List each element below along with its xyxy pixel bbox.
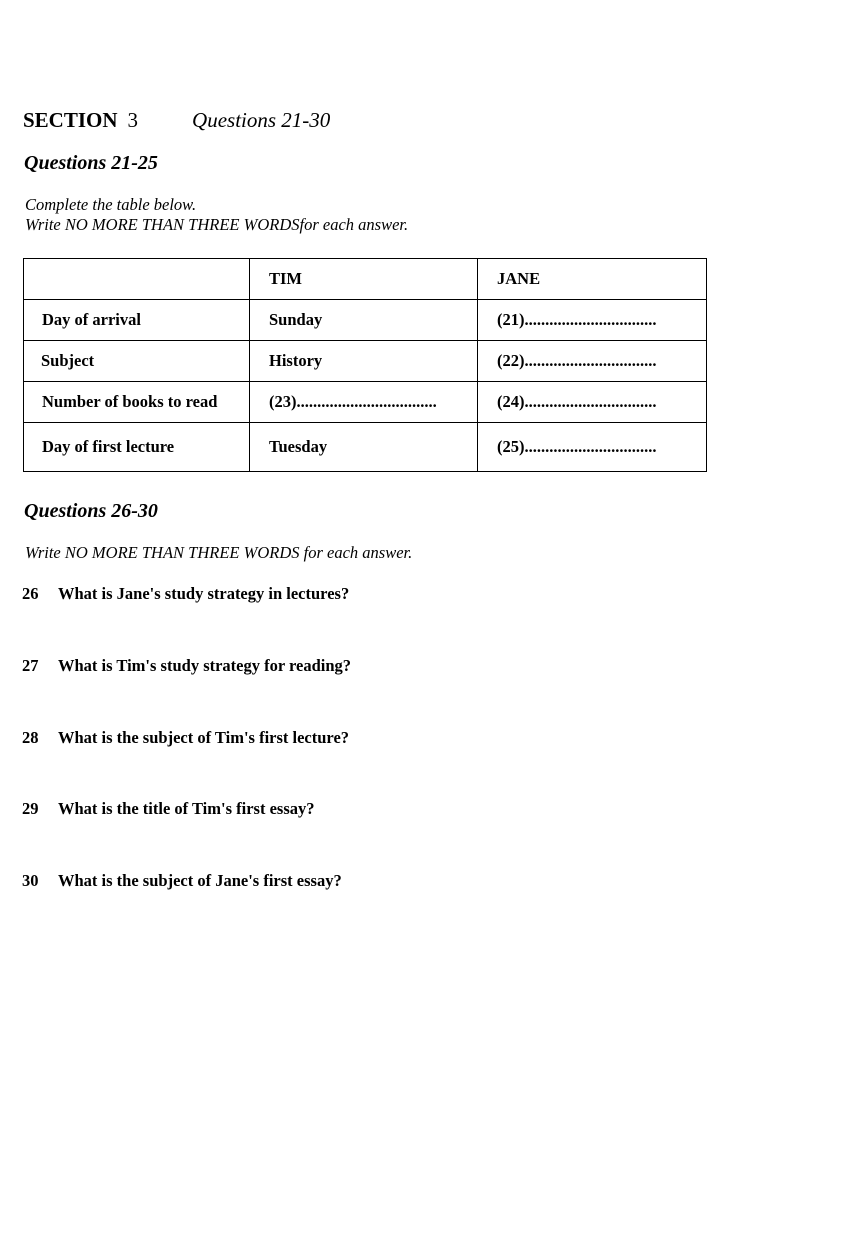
question-text: What is the title of Tim's first essay? [58,799,315,818]
instruction-text: for each answer. [299,543,413,562]
tim-value: Tuesday [250,423,478,472]
question-text: What is Jane's study strategy in lectures? [58,584,350,603]
question-text: What is the subject of Jane's first essay? [58,871,342,890]
table-header-row [24,259,707,300]
question-item [22,584,349,604]
jane-answer-blank[interactable]: (22)................................ [478,341,707,382]
part1-heading: Questions 21-25 [24,152,158,174]
question-item [22,656,351,676]
row-label: Subject [24,341,250,382]
question-number: 28 [22,728,39,747]
table-row [24,341,707,382]
question-text: What is Tim's study strategy for reading? [58,656,352,675]
row-label: Number of books to read [24,382,250,423]
question-text: What is the subject of Tim's first lecture? [58,728,350,747]
instruction-emphasis: NO MORE THAN THREE WORDS [64,543,300,562]
question-number: 26 [22,584,39,603]
question-item [22,871,342,891]
instruction-text: Write [25,215,65,234]
jane-answer-blank[interactable]: (25)................................ [478,423,707,472]
table-header-jane: JANE [478,259,707,300]
question-number: 27 [22,656,39,675]
part2-instructions [25,543,412,563]
row-label: Day of first lecture [24,423,250,472]
table-row [24,300,707,341]
instruction-text: for each answer. [299,215,409,234]
part2-heading: Questions 26-30 [24,500,158,522]
table-row [24,382,707,423]
row-label: Day of arrival [24,300,250,341]
instruction-line-2 [25,215,408,235]
section-label: SECTION [23,108,118,132]
part1-instructions [25,195,408,235]
question-item [22,728,349,748]
jane-answer-blank[interactable]: (21)................................ [478,300,707,341]
instruction-line-1: Complete the table below. [25,195,197,214]
section-number: 3 [127,108,139,132]
tim-answer-blank[interactable]: (23).................................. [250,382,478,423]
section-heading [23,108,330,133]
tim-value: Sunday [250,300,478,341]
table-header-tim: TIM [250,259,478,300]
question-item [22,799,315,819]
tim-value: History [250,341,478,382]
table-row [24,423,707,472]
answer-table [23,258,707,472]
question-number: 30 [22,871,39,890]
question-number: 29 [22,799,39,818]
section-questions-range: Questions 21-30 [192,108,331,132]
instruction-emphasis: NO MORE THAN THREE WORDS [64,215,300,234]
instruction-text: Write [25,543,65,562]
table-header-cell [24,259,250,300]
jane-answer-blank[interactable]: (24)................................ [478,382,707,423]
